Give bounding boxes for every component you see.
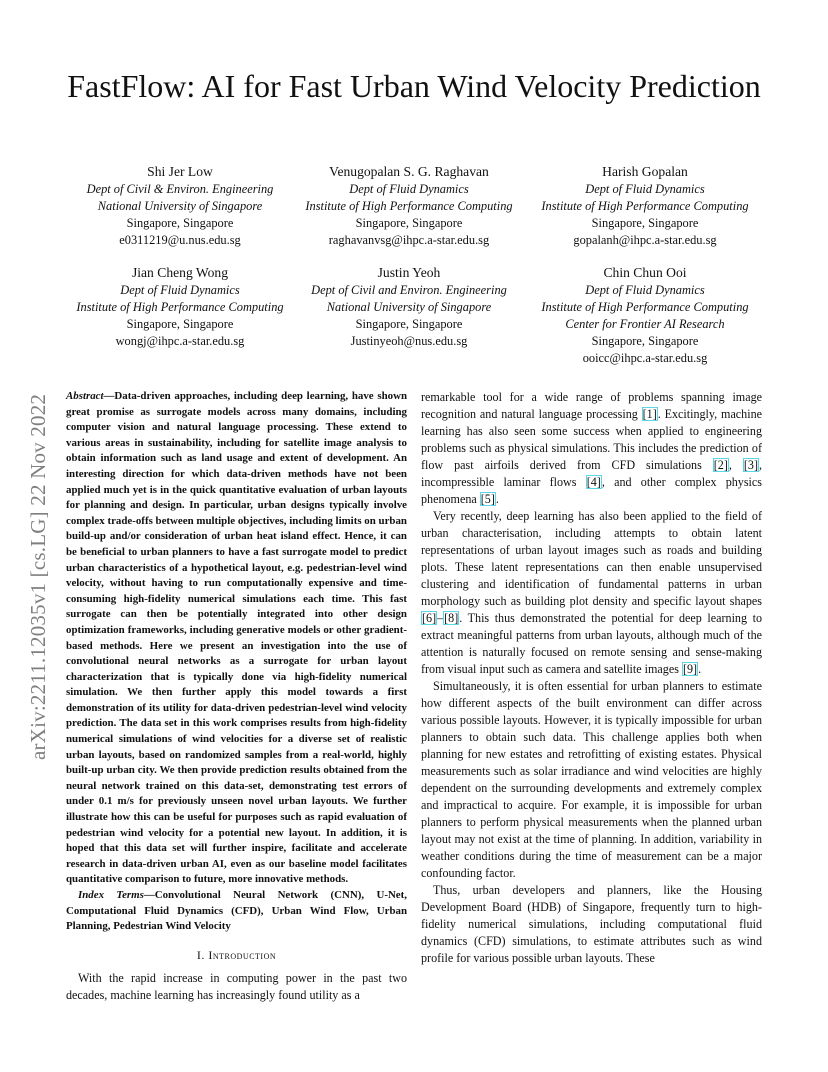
author-dept: Dept of Fluid Dynamics: [585, 182, 705, 196]
author-2: [289, 163, 529, 249]
author-institution: Institute of High Performance Computing: [76, 300, 284, 314]
author-name: Jian Cheng Wong: [131, 265, 229, 280]
index-terms-text: —Convolutional Neural Network (CNN), U-Net, Computational Fluid Dynamics (CFD), Urban Wind Flow, Urban Planning, Pedestrian Wind Velocity: [66, 889, 407, 933]
arxiv-stamp-text: arXiv:2211.12035v1 [cs.LG] 22 Nov 2022: [26, 393, 50, 760]
author-name: Chin Chun Ooi: [603, 265, 687, 280]
author-location: Singapore, Singapore: [355, 317, 463, 331]
author-6: [525, 264, 765, 367]
citation-link[interactable]: [4]: [586, 475, 601, 489]
citation-link[interactable]: [1]: [642, 407, 657, 421]
citation-link[interactable]: [3]: [743, 458, 758, 472]
citation-link[interactable]: [9]: [682, 662, 698, 676]
text: remarkable tool for a wide range of problems spanning image recognition and natural language processing: [421, 390, 762, 421]
author-dept: Dept of Civil & Environ. Engineering: [86, 182, 274, 196]
author-institution-2: Center for Frontier AI Research: [565, 317, 725, 331]
author-3: [525, 163, 765, 249]
intro-paragraph-4: Thus, urban developers and planners, like the Housing Development Board (HDB) of Singapore, frequently turn to high-fidelity numerical simulations, including computational fluid dynamics (CFD) simulations, to estimate attributes such as wind profile for various possible urban layouts. These: [421, 883, 762, 965]
index-terms: [66, 888, 407, 935]
right-column: [421, 389, 762, 967]
author-1: [60, 163, 300, 249]
author-institution: Institute of High Performance Computing: [541, 199, 749, 213]
author-location: Singapore, Singapore: [591, 216, 699, 230]
abstract: [66, 389, 407, 888]
author-dept: Dept of Civil and Environ. Engineering: [311, 283, 507, 297]
author-institution: National University of Singapore: [97, 199, 263, 213]
paper-title: FastFlow: AI for Fast Urban Wind Velocity Prediction: [67, 68, 761, 104]
text: , incompressible laminar flows: [421, 458, 763, 489]
author-name: Shi Jer Low: [147, 164, 213, 179]
text: , and other complex physics phenomena: [421, 475, 762, 506]
text: .: [698, 662, 702, 676]
author-5: [289, 264, 529, 350]
text: ,: [728, 458, 743, 472]
citation-link[interactable]: [6]: [422, 611, 437, 625]
intro-paragraph-1: With the rapid increase in computing power in the past two decades, machine learning has increasingly found utility as a: [66, 970, 407, 1002]
author-email: Justinyeoh@nus.edu.sg: [350, 334, 468, 348]
author-name: Harish Gopalan: [602, 164, 688, 179]
intro-paragraph-2: [421, 508, 762, 678]
author-institution: Institute of High Performance Computing: [541, 300, 749, 314]
abstract-text: —Data-driven approaches, including deep learning, have shown great promise as surrogate models across many domains, including computer vision and natural language processing. These extend to various areas in sustainability, including for satellite image analysis to obtain information such as land usage and extent of development. An interesting direction for which data-driven methods have not been applied much yet is in the quick quantitative evaluation of urban layouts for planning and design. In particular, urban designs typically involve complex trade-offs between multiple objectives, including limits on urban build-up and/or consideration of urban heat island effect. Hence, it can be beneficial to urban planners to have a fast surrogate model to predict urban characteristics of a hypothetical layout, e.g. pedestrian-level wind velocity, without having to run computationally expensive and time-consuming high-fidelity numerical simulations each time. This fast surrogate can then be potentially integrated into other design optimization frameworks, including generative models or other gradient-based methods. Here we present an investigation into the use of convolutional neural networks as a surrogate for urban layout characterization that is typically done via high-fidelity numerical simulation. We then further apply this model towards a first demonstration of its utility for data-driven pedestrian-level wind velocity prediction. The data set in this work comprises results from high-fidelity numerical simulations of wind velocities for a diverse set of realistic urban layouts, based on randomized samples from a real-world, highly built-up urban city. We then provide prediction results obtained from the neural network trained on this data-set, demonstrating test errors of under 0.1 m/s for previously unseen novel urban layouts. We further illustrate how this can be useful for purposes such as rapid evaluation of pedestrian wind velocity for a potential new layout. In addition, it is hoped that this data set will further inspire, facilitate and accelerate research in data-driven urban AI, even as our baseline model facilitates quantitative comparison to future, more innovative methods.: [66, 390, 407, 886]
author-location: Singapore, Singapore: [355, 216, 463, 230]
citation-link[interactable]: [5]: [480, 492, 495, 506]
text: .: [495, 492, 499, 506]
section-heading: [66, 947, 407, 964]
author-location: Singapore, Singapore: [126, 216, 234, 230]
section-number: I.: [196, 947, 209, 962]
author-email: gopalanh@ihpc.a-star.edu.sg: [573, 233, 717, 247]
author-dept: Dept of Fluid Dynamics: [585, 283, 705, 297]
author-4: [60, 264, 300, 350]
author-email: wongj@ihpc.a-star.edu.sg: [115, 334, 245, 348]
intro-paragraph-3: Simultaneously, it is often essential for urban planners to estimate how different aspects of the built environment can differ across various possible layouts. However, it is typically impossible for urban planners to obtain such data. This challenge applies both when planning for new estates and retrofitting of existing estates. Physical measurements such as solar irradiance and wind velocities are highly dependent on the surrounding developments and extremely complex and impractical to acquire. For example, it is impossible for urban planners to perform physical measurements when the planned urban layout may not exist at the time of planning. In addition, variability in weather conditions during the time of measurement can be a major confounding factor.: [421, 679, 762, 880]
index-terms-lead: Index Terms: [78, 889, 144, 901]
text: Very recently, deep learning has also been applied to the field of urban characterisation, including attempts to obtain latent representations of urban layout images such as roads and building plots. These latent representations can then enable unsupervised clustering and identification of fundamental patterns in urban morphology such as building plot density and specific layout shapes: [421, 509, 762, 608]
author-location: Singapore, Singapore: [126, 317, 234, 331]
text: . Excitingly, machine learning has also seen some success when applied to engineering problems such as physical simulations. This includes the prediction of flow past airfoils derived from CFD simulations: [421, 407, 762, 472]
author-location: Singapore, Singapore: [591, 334, 699, 348]
intro-paragraph-1-cont: [421, 389, 762, 508]
author-email: ooicc@ihpc.a-star.edu.sg: [582, 351, 708, 365]
author-name: Venugopalan S. G. Raghavan: [329, 164, 489, 179]
author-institution: National University of Singapore: [326, 300, 492, 314]
text: –: [437, 611, 444, 625]
author-dept: Dept of Fluid Dynamics: [349, 182, 469, 196]
text: . This thus demonstrated the potential for deep learning to extract meaningful patterns from urban layouts, although much of the attention is naturally focused on remote sensing and sense-making from visual input such as camera and satellite images: [421, 611, 762, 676]
author-institution: Institute of High Performance Computing: [305, 199, 513, 213]
arxiv-stamp: [24, 282, 52, 760]
author-email: raghavanvsg@ihpc.a-star.edu.sg: [328, 233, 490, 247]
author-name: Justin Yeoh: [377, 265, 441, 280]
left-column: [66, 389, 407, 1004]
author-dept: Dept of Fluid Dynamics: [120, 283, 240, 297]
abstract-lead: Abstract: [66, 390, 104, 402]
section-title: Introduction: [208, 947, 277, 962]
author-email: e0311219@u.nus.edu.sg: [119, 233, 241, 247]
citation-link[interactable]: [8]: [444, 611, 459, 625]
citation-link[interactable]: [2]: [713, 458, 728, 472]
